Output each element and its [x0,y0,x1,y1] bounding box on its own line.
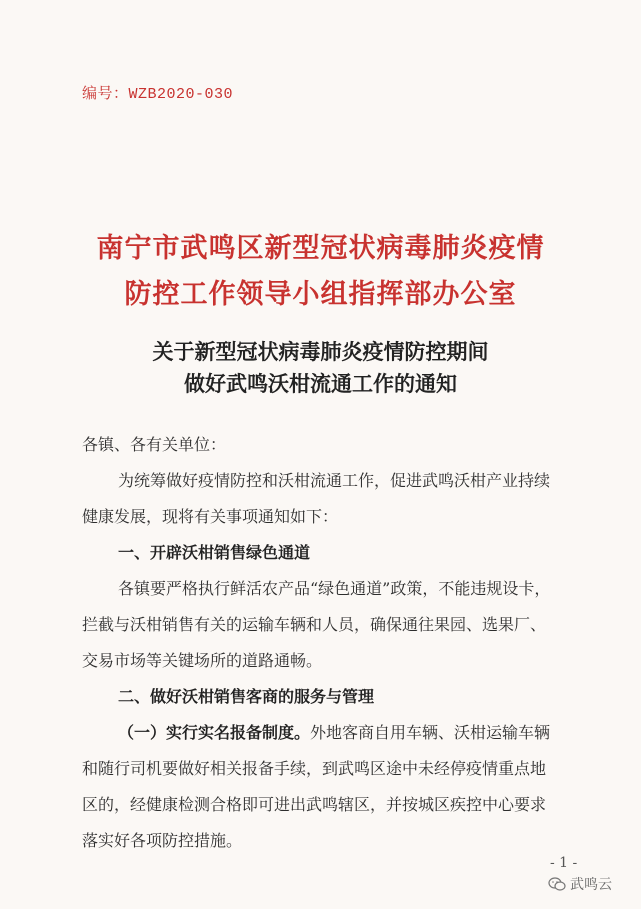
watermark [548,874,612,894]
salutation: 各镇、各有关单位： [82,435,227,454]
section-2-heading: 二、做好沃柑销售客商的服务与管理 [118,687,375,706]
notice-title-line-1: 关于新型冠状病毒肺炎疫情防控期间 [152,339,489,364]
watermark-text: 武鸣云 [570,877,612,893]
section-1-heading: 一、开辟沃柑销售绿色通道 [118,543,311,562]
section-2-line-1 [118,720,550,743]
section-2-subheading: （一）实行实名报备制度。 [118,723,311,742]
section-1-line-3: 交易市场等关键场所的道路通畅。 [82,651,323,670]
page-number: - 1 - [550,855,578,871]
issuer-org-line-2: 防控工作领导小组指挥部办公室 [124,279,517,310]
section-2-line-4: 落实好各项防控措施。 [82,831,243,850]
issuer-org-line-1: 南宁市武鸣区新型冠状病毒肺炎疫情 [96,233,545,264]
intro-line-1: 为统筹做好疫情防控和沃柑流通工作，促进武鸣沃柑产业持续 [118,471,551,490]
document-number: 编号：WZB2020-030 [82,86,234,103]
section-2-line-3: 区的，经健康检测合格即可进出武鸣辖区，并按城区疾控中心要求 [82,795,547,814]
section-2-line-1-text: 外地客商自用车辆、沃柑运输车辆 [310,723,551,742]
wechat-icon [548,877,566,891]
intro-line-2: 健康发展，现将有关事项通知如下： [82,507,339,526]
section-2-line-2: 和随行司机要做好相关报备手续，到武鸣区途中未经停疫情重点地 [82,759,547,778]
section-1-line-2: 拦截与沃柑销售有关的运输车辆和人员，确保通往果园、选果厂、 [82,615,547,634]
section-1-line-1: 各镇要严格执行鲜活农产品“绿色通道”政策，不能违规设卡， [118,579,551,598]
notice-title-line-2: 做好武鸣沃柑流通工作的通知 [184,371,457,396]
